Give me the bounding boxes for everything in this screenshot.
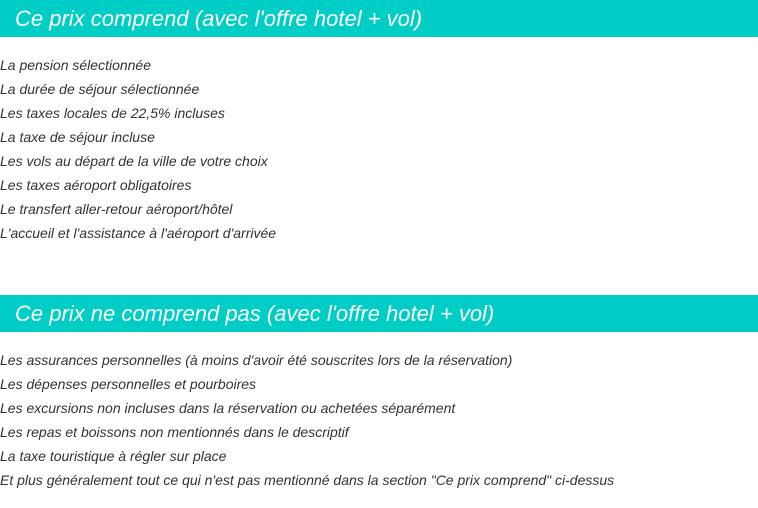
- excluded-item: Les assurances personnelles (à moins d'avoir été souscrites lors de la réservation): [0, 352, 513, 368]
- excluded-item: Et plus généralement tout ce qui n'est pas mentionné dans la section "Ce prix comprend" ci-dessus: [0, 472, 615, 488]
- included-item: Les vols au départ de la ville de votre choix: [0, 153, 268, 169]
- included-item: La durée de séjour sélectionnée: [0, 81, 200, 97]
- excluded-section-title: Ce prix ne comprend pas (avec l'offre hotel + vol): [0, 295, 758, 332]
- included-item: Le transfert aller-retour aéroport/hôtel: [0, 201, 233, 217]
- excluded-item: La taxe touristique à régler sur place: [0, 448, 227, 464]
- included-item: L'accueil et l'assistance à l'aéroport d'arrivée: [0, 225, 277, 241]
- excluded-item: Les repas et boissons non mentionnés dans le descriptif: [0, 424, 349, 440]
- included-item: Les taxes locales de 22,5% incluses: [0, 105, 225, 121]
- included-item: La taxe de séjour incluse: [0, 129, 155, 145]
- included-list: [0, 53, 276, 245]
- excluded-item: Les excursions non incluses dans la réservation ou achetées séparément: [0, 400, 456, 416]
- excluded-list: [0, 348, 614, 492]
- included-section-title: Ce prix comprend (avec l'offre hotel + vol): [0, 0, 758, 37]
- included-item: La pension sélectionnée: [0, 57, 152, 73]
- included-item: Les taxes aéroport obligatoires: [0, 177, 192, 193]
- excluded-item: Les dépenses personnelles et pourboires: [0, 376, 257, 392]
